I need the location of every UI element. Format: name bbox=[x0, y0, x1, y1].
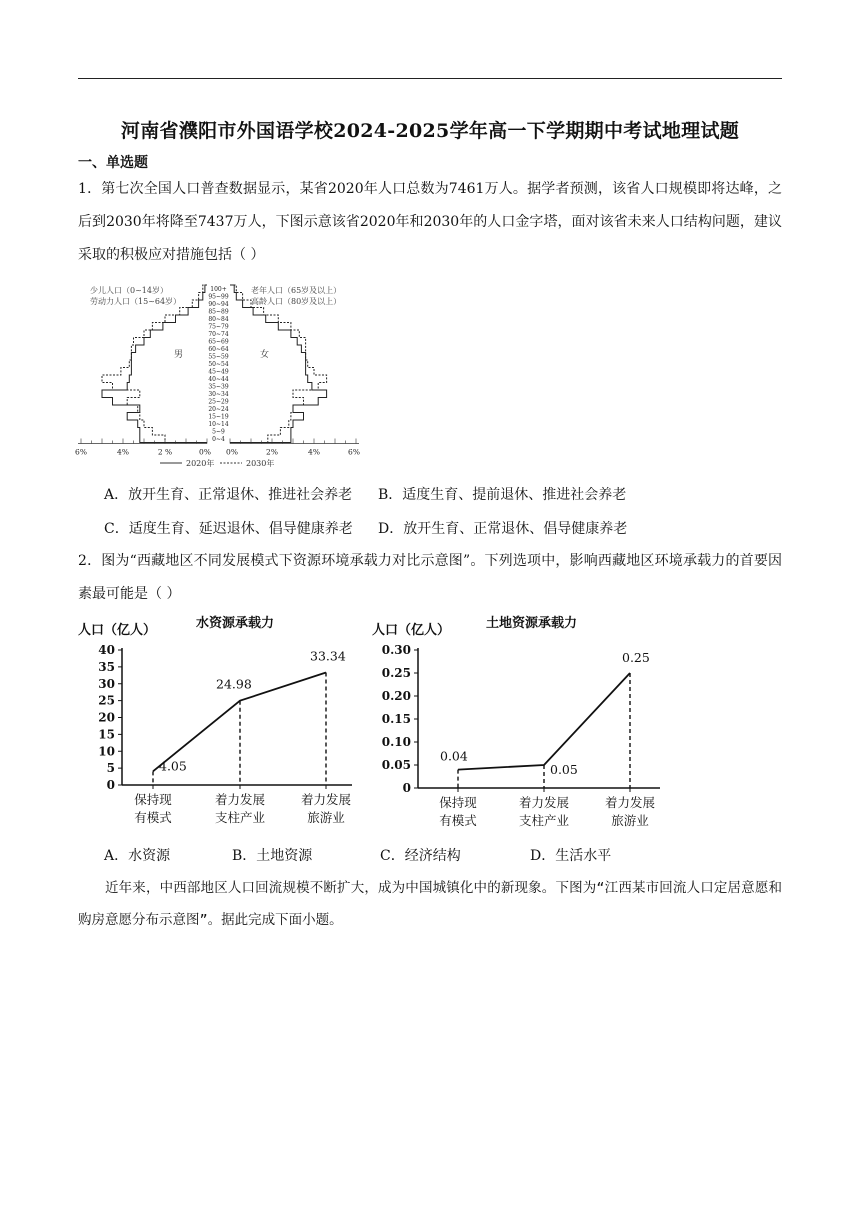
age-group-label: 25~29 bbox=[208, 398, 229, 406]
chart-y-tick-label: 0.05 bbox=[381, 758, 411, 772]
age-group-label: 100+ bbox=[210, 286, 227, 293]
age-group-label: 55~59 bbox=[208, 353, 229, 361]
question-2-stem: 2．图为“西藏地区不同发展模式下资源环境承载力对比示意图”。下列选项中，影响西藏地区环境承载力的首要因素最可能是（ ） bbox=[78, 553, 782, 602]
q1-option-a[interactable]: A．放开生育、正常退休、推进社会养老 bbox=[104, 487, 353, 503]
age-group-label: 90~94 bbox=[208, 301, 229, 308]
reading-intro: 近年来，中西部地区人口回流规模不断扩大，成为中国城镇化中的新现象。下图为“江西某市回流人口定居意愿和购房意愿分布示意图”。据此完成下面小题。 bbox=[78, 880, 782, 928]
water-capacity-chart bbox=[78, 610, 368, 840]
chart-y-tick-label: 0.25 bbox=[381, 666, 411, 680]
female-label: 女 bbox=[260, 350, 270, 360]
age-group-label: 85~89 bbox=[208, 308, 229, 316]
age-group-label: 20~24 bbox=[208, 406, 229, 413]
chart-data-label: 33.34 bbox=[310, 648, 346, 664]
chart-y-tick-label: 25 bbox=[98, 693, 115, 708]
chart-y-tick-label: 40 bbox=[98, 643, 115, 657]
chart-category-label: 旅游业 bbox=[611, 813, 649, 828]
chart-category-label: 着力发展 bbox=[300, 792, 352, 807]
pyramid-axis-label: 0% bbox=[226, 447, 238, 457]
age-group-label: 5~9 bbox=[212, 428, 225, 436]
age-group-label: 30~34 bbox=[208, 391, 229, 398]
pyramid-axis-label: 6% bbox=[348, 447, 360, 457]
chart-category-label: 着力发展 bbox=[518, 795, 570, 810]
q2-option-b[interactable]: B．土地资源 bbox=[232, 848, 313, 864]
chart-y-tick-label: 0.20 bbox=[381, 689, 411, 703]
chart-y-tick-label: 0.15 bbox=[381, 712, 411, 726]
legend-2030: 2030年 bbox=[246, 459, 275, 468]
chart-y-tick-label: 0 bbox=[106, 778, 115, 792]
q1-option-c[interactable]: C．适度生育、延迟退休、倡导健康养老 bbox=[104, 521, 353, 537]
chart-title: 土地资源承载力 bbox=[486, 616, 578, 631]
chart-y-tick-label: 20 bbox=[98, 710, 115, 725]
age-group-label: 15~19 bbox=[208, 413, 229, 421]
chart-category-label: 着力发展 bbox=[604, 795, 656, 810]
chart-category-label: 支柱产业 bbox=[518, 813, 570, 828]
chart-category-label: 旅游业 bbox=[307, 810, 345, 825]
age-group-label: 65~69 bbox=[208, 338, 229, 346]
chart-category-label: 保持现 bbox=[439, 795, 477, 810]
pyramid-male-2020 bbox=[102, 285, 207, 443]
q2-option-c[interactable]: C．经济结构 bbox=[380, 848, 461, 864]
age-group-label: 75~79 bbox=[208, 323, 229, 331]
chart-ylabel: 人口（亿人） bbox=[372, 623, 451, 638]
question-1-stem: 1．第七次全国人口普查数据显示，某省2020年人口总数为7461万人。据学者预测，该省人口规模即将达峰，之后到2030年将降至7437万人，下图示意该省2020年和2030年的人口金字塔，面对该省未来人口结构问题，建议采取的积极应对措施包括（ ） bbox=[78, 181, 782, 263]
chart-y-tick-label: 15 bbox=[98, 727, 115, 742]
page-title: 河南省濮阳市外国语学校2024-2025学年高一下学期期中考试地理试题 bbox=[120, 120, 740, 142]
age-group-label: 45~49 bbox=[208, 368, 229, 376]
legend-children: 少儿人口（0~14岁） bbox=[90, 286, 168, 295]
age-group-label: 60~64 bbox=[208, 346, 229, 353]
pyramid-axis-label: 4% bbox=[308, 447, 320, 457]
chart-category-label: 有模式 bbox=[439, 813, 477, 828]
q2-option-d[interactable]: D．生活水平 bbox=[530, 848, 612, 864]
chart-category-label: 保持现 bbox=[134, 792, 172, 807]
age-group-label: 10~14 bbox=[208, 421, 229, 428]
chart-y-tick-label: 35 bbox=[98, 659, 115, 674]
chart-y-tick-label: 10 bbox=[98, 744, 115, 759]
age-group-label: 0~4 bbox=[212, 436, 225, 443]
pyramid-axis-label: 0% bbox=[199, 447, 211, 457]
chart-y-tick-label: 0 bbox=[402, 781, 411, 795]
chart-ylabel: 人口（亿人） bbox=[78, 623, 157, 638]
chart-data-label: 0.05 bbox=[550, 762, 578, 777]
chart-series-line bbox=[458, 673, 630, 770]
legend-2020: 2020年 bbox=[186, 459, 215, 468]
age-group-label: 50~54 bbox=[208, 361, 229, 368]
pyramid-axis-label: 4% bbox=[117, 447, 129, 457]
pyramid-male-2030 bbox=[102, 285, 207, 443]
chart-y-tick-label: 30 bbox=[98, 676, 115, 691]
population-pyramid bbox=[75, 280, 368, 470]
q2-option-a[interactable]: A．水资源 bbox=[104, 848, 171, 864]
chart-data-label: 4.05 bbox=[159, 758, 187, 774]
chart-data-label: 0.25 bbox=[622, 650, 650, 665]
legend-oldest-old: 高龄人口（80岁及以上） bbox=[251, 297, 342, 306]
pyramid-female-2020 bbox=[230, 285, 327, 443]
pyramid-axis-label: 2 % bbox=[157, 447, 173, 457]
legend-labor: 劳动力人口（15~64岁） bbox=[90, 297, 182, 306]
land-capacity-chart bbox=[368, 610, 668, 840]
age-group-label: 40~44 bbox=[208, 376, 229, 383]
chart-category-label: 支柱产业 bbox=[214, 810, 266, 825]
chart-y-tick-label: 0.30 bbox=[381, 643, 411, 657]
chart-title: 水资源承载力 bbox=[196, 616, 275, 631]
legend-elderly: 老年人口（65岁及以上） bbox=[251, 286, 342, 295]
chart-data-label: 0.04 bbox=[440, 748, 468, 764]
age-group-label: 80~84 bbox=[208, 316, 229, 323]
q1-option-b[interactable]: B．适度生育、提前退休、推进社会养老 bbox=[378, 487, 627, 503]
age-group-label: 35~39 bbox=[208, 383, 229, 391]
q1-option-d[interactable]: D．放开生育、正常退休、倡导健康养老 bbox=[378, 521, 628, 537]
pyramid-axis-label: 6% bbox=[75, 447, 87, 457]
pyramid-axis-label: 2% bbox=[266, 447, 278, 457]
age-group-label: 95~99 bbox=[208, 293, 229, 301]
chart-y-tick-label: 5 bbox=[106, 761, 115, 776]
chart-category-label: 着力发展 bbox=[214, 792, 266, 807]
age-group-label: 70~74 bbox=[208, 331, 229, 338]
male-label: 男 bbox=[174, 350, 184, 360]
chart-category-label: 有模式 bbox=[134, 810, 172, 825]
section-heading: 一、单选题 bbox=[78, 155, 148, 171]
chart-data-label: 24.98 bbox=[216, 676, 252, 692]
pyramid-female-2030 bbox=[230, 285, 327, 443]
header-rule bbox=[78, 78, 782, 79]
chart-y-tick-label: 0.10 bbox=[381, 735, 411, 749]
